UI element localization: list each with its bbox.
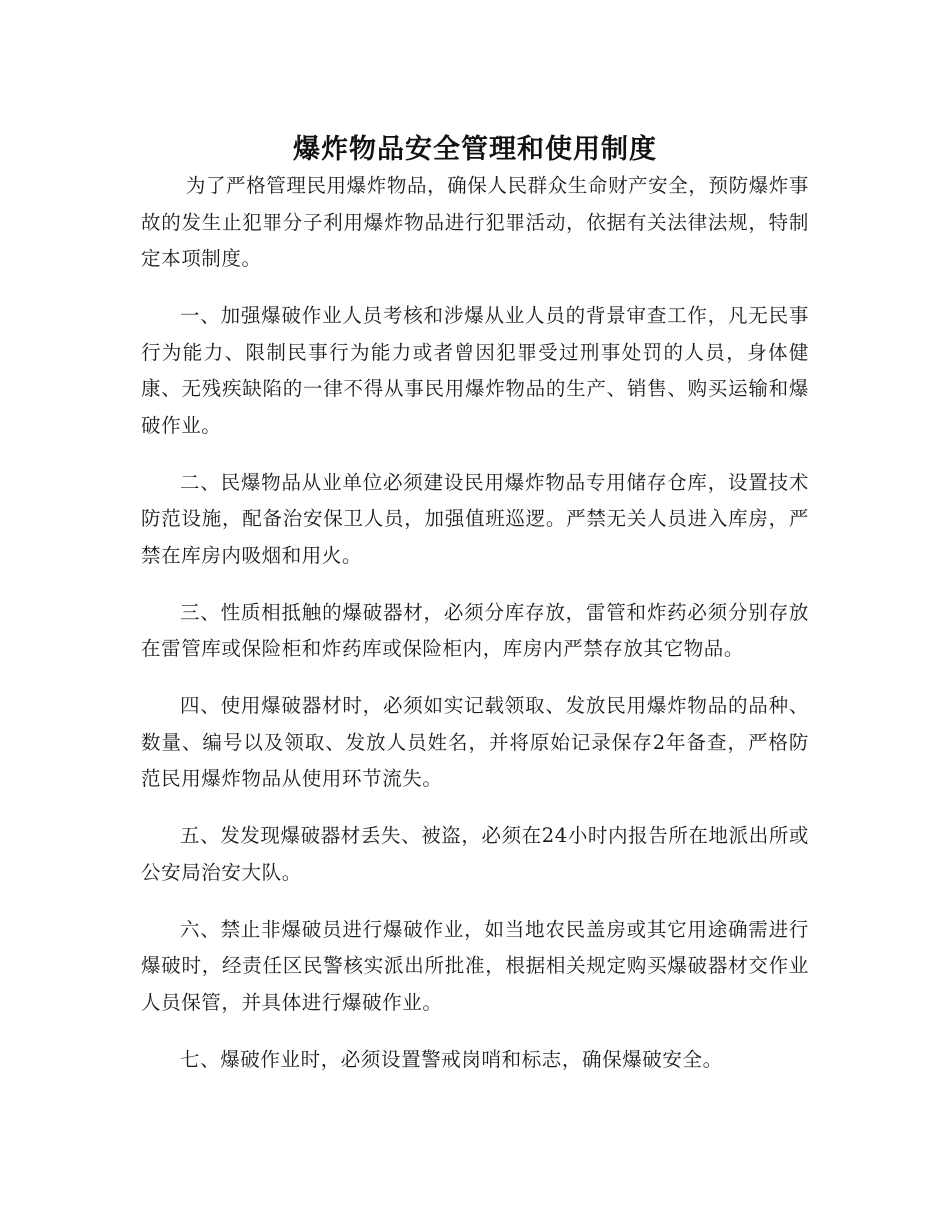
rule-paragraph-7: 七、爆破作业时，必须设置警戒岗哨和标志，确保爆破安全。 [180, 1047, 723, 1071]
rule-paragraph-4: 四、使用爆破器材时，必须如实记载领取、发放民用爆炸物品的品种、数量、编号以及领取、发放人员姓名，并将原始记录保存2年备查，严格防范民用爆炸物品从使用环节流失。 [141, 694, 809, 790]
rule-paragraph-5: 五、发发现爆破器材丢失、被盗，必须在24小时内报告所在地派出所或公安局治安大队。 [141, 824, 810, 884]
intro-paragraph: 为了严格管理民用爆炸物品，确保人民群众生命财产安全，预防爆炸事故的发生止犯罪分子利用爆炸物品进行犯罪活动，依据有关法律法规，特制定本项制度。 [141, 174, 809, 270]
rule-paragraph-3: 三、性质相抵触的爆破器材，必须分库存放，雷管和炸药必须分别存放在雷管库或保险柜和炸药库或保险柜内，库房内严禁存放其它物品。 [141, 600, 809, 660]
rule-paragraph-6: 六、禁止非爆破员进行爆破作业，如当地农民盖房或其它用途确需进行爆破时，经责任区民警核实派出所批准，根据相关规定购买爆破器材交作业人员保管，并具体进行爆破作业。 [141, 917, 809, 1014]
rule-paragraph-2: 二、民爆物品从业单位必须建设民用爆炸物品专用储存仓库，设置技术防范设施，配备治安保卫人员，加强值班巡逻。严禁无关人员进入库房，严禁在库房内吸烟和用火。 [141, 470, 809, 567]
rule-paragraph-1: 一、加强爆破作业人员考核和涉爆从业人员的背景审查工作，凡无民事行为能力、限制民事行为能力或者曾因犯罪受过刑事处罚的人员，身体健康、无残疾缺陷的一律不得从事民用爆炸物品的生产、销售、购买运输和爆破作业。 [141, 304, 809, 437]
document-title: 爆炸物品安全管理和使用制度 [293, 134, 657, 166]
document-body [141, 168, 809, 1078]
